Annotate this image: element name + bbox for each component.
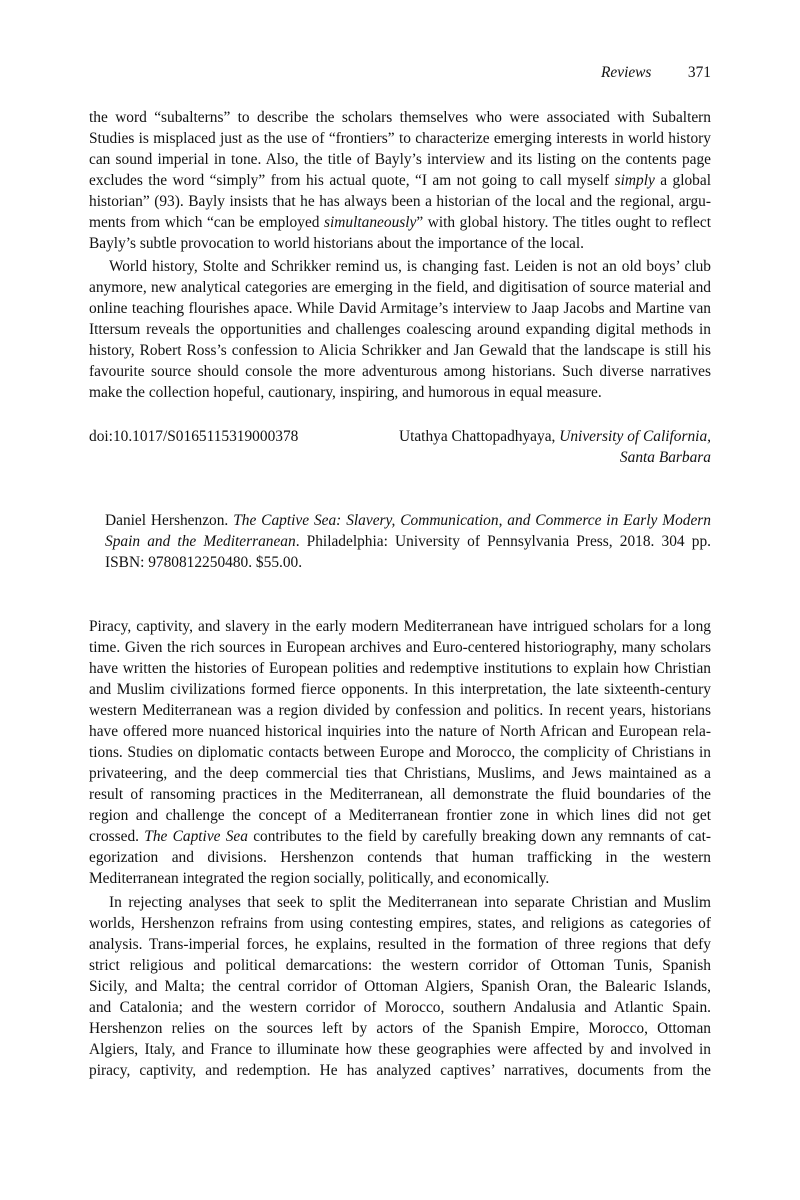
- text-line: [105, 531, 711, 552]
- text-run: crossed.: [89, 828, 145, 845]
- text-line: [89, 128, 711, 149]
- text-line: [89, 361, 711, 382]
- text-run: historian” (93). Bayly insists that he has always been a historian of the local and the regional, argu-: [89, 193, 711, 210]
- text-run: ISBN: 9780812250480. $55.00.: [105, 554, 303, 571]
- text-line: [89, 742, 711, 763]
- text-line: [89, 191, 711, 212]
- text-line: [89, 616, 711, 637]
- text-run: Sicily, and Malta; the central corridor of Ottoman Algiers, Spanish Oran, the Balearic Islands,: [89, 978, 711, 995]
- reviewer-affiliation: University of California,: [559, 428, 711, 445]
- text-run: have written the histories of European polities and redemptive institutions to explain how Christian: [89, 660, 711, 677]
- text-run: ” with global history. The titles ought to reflect: [416, 214, 711, 231]
- text-line: [105, 510, 711, 531]
- section-title: Reviews: [601, 64, 652, 81]
- text-line: [89, 976, 711, 997]
- reviewer-affiliation-line2: Santa Barbara: [619, 449, 711, 466]
- text-run: online teaching flourishes apace. While David Armitage’s interview to Jaap Jacobs and Martine van: [89, 300, 711, 317]
- text-line: [89, 847, 711, 868]
- running-header: [560, 62, 711, 83]
- text-run: Piracy, captivity, and slavery in the early modern Mediterranean have intrigued scholars for a long: [89, 618, 711, 635]
- text-line: [89, 212, 711, 233]
- text-run: and Catalonia; and the western corridor of Morocco, southern Andalusia and Atlantic Spain.: [89, 999, 711, 1016]
- text-run: Hershenzon relies on the sources left by actors of the Spanish Empire, Morocco, Ottoman: [89, 1020, 711, 1037]
- text-line: [89, 868, 711, 889]
- text-line: [89, 319, 711, 340]
- italic-text: The Captive Sea: [144, 828, 248, 845]
- text-line: [89, 107, 711, 128]
- text-run: western Mediterranean was a region divided by confession and politics. In recent years, historians: [89, 702, 711, 719]
- text-line: [89, 700, 711, 721]
- text-run: Ittersum reveals the opportunities and challenges coalescing around expanding digital methods in: [89, 321, 711, 338]
- text-run: result of ransoming practices in the Mediterranean, all demonstrate the fluid boundaries of the: [89, 786, 711, 803]
- text-run: Algiers, Italy, and France to illuminate how these geographies were affected by and involved in: [89, 1041, 711, 1058]
- text-run: ments from which “can be employed: [89, 214, 325, 231]
- text-line: [105, 552, 711, 573]
- text-line: [89, 233, 711, 254]
- text-run: worlds, Hershenzon refrains from using contesting empires, states, and religions as categories of: [89, 915, 711, 932]
- paragraph: [89, 892, 711, 1081]
- text-line: [89, 997, 711, 1018]
- text-line: [89, 679, 711, 700]
- book-citation: [105, 510, 711, 573]
- text-line: [89, 658, 711, 679]
- text-run: Mediterranean integrated the region socially, politically, and economically.: [89, 870, 550, 887]
- text-run: region and challenge the concept of a Mediterranean frontier zone in which lines did not get: [89, 807, 711, 824]
- text-line: [89, 805, 711, 826]
- text-run: the word “subalterns” to describe the scholars themselves who were associated with Subaltern: [89, 109, 711, 126]
- text-line: [89, 382, 711, 403]
- italic-text: simultaneously: [324, 214, 417, 231]
- italic-text: simply: [614, 172, 655, 189]
- text-run: can sound imperial in tone. Also, the title of Bayly’s interview and its listing on the contents page: [89, 151, 711, 168]
- paragraph: [89, 256, 711, 403]
- text-run: favourite source should console the more adventurous among historians. Such diverse narratives: [89, 363, 711, 380]
- review-signature: [89, 426, 711, 468]
- reviewer-name: Utathya Chattopadhyaya,: [398, 428, 560, 445]
- text-line: [89, 256, 711, 277]
- text-line: [89, 637, 711, 658]
- text-line: [89, 1039, 711, 1060]
- text-run: and Muslim civilizations formed fierce opponents. In this interpretation, the late sixteenth-century: [89, 681, 711, 698]
- text-run: history, Robert Ross’s confession to Alicia Schrikker and Jan Gewald that the landscape is still his: [89, 342, 711, 359]
- paragraph: [89, 107, 711, 254]
- text-run: World history, Stolte and Schrikker remind us, is changing fast. Leiden is not an old boys’ club: [109, 258, 711, 275]
- text-run: . Philadelphia: University of Pennsylvania Press, 2018. 304 pp.: [295, 533, 711, 550]
- text-line: [89, 1060, 711, 1081]
- text-run: time. Given the rich sources in European archives and Euro-centered historiography, many scholars: [89, 639, 711, 656]
- text-line: [89, 892, 711, 913]
- text-run: have offered more nuanced historical inquiries into the nature of North African and European rela-: [89, 723, 711, 740]
- text-run: tions. Studies on diplomatic contacts between Europe and Morocco, the complicity of Christians in: [89, 744, 711, 761]
- text-run: privateering, and the deep commercial ties that Christians, Muslims, and Jews maintained as a: [89, 765, 711, 782]
- text-line: [89, 149, 711, 170]
- italic-text: The Captive Sea: Slavery, Communication, and Commerce in Early Modern: [233, 512, 711, 529]
- text-line: [89, 784, 711, 805]
- text-line: [89, 340, 711, 361]
- text-run: a global: [654, 172, 711, 189]
- italic-text: Spain and the Mediterranean: [105, 533, 296, 550]
- text-run: anymore, new analytical categories are emerging in the field, and digitisation of source material and: [89, 279, 711, 296]
- text-run: Daniel Hershenzon.: [105, 512, 234, 529]
- page-number: 371: [687, 64, 711, 81]
- text-run: egorization and divisions. Hershenzon contends that human trafficking in the western: [89, 849, 711, 866]
- doi-text: doi:10.1017/S0165115319000378: [89, 428, 299, 445]
- text-line: [89, 298, 711, 319]
- text-line: [89, 763, 711, 784]
- text-line: [89, 1018, 711, 1039]
- review-body: [89, 616, 711, 1081]
- text-run: piracy, captivity, and redemption. He has analyzed captives’ narratives, documents from the: [89, 1062, 711, 1079]
- text-line: [89, 955, 711, 976]
- paragraph: [89, 616, 711, 889]
- text-line: [89, 913, 711, 934]
- previous-review-body: [89, 107, 711, 403]
- text-run: strict religious and political demarcations: the western corridor of Ottoman Tunis, Spanish: [89, 957, 711, 974]
- text-line: [89, 721, 711, 742]
- text-run: excludes the word “simply” from his actual quote, “I am not going to call myself: [89, 172, 615, 189]
- text-run: analysis. Trans-imperial forces, he explains, resulted in the formation of three regions that defy: [89, 936, 711, 953]
- text-run: contributes to the field by carefully breaking down any remnants of cat-: [247, 828, 711, 845]
- text-line: [89, 826, 711, 847]
- text-run: In rejecting analyses that seek to split the Mediterranean into separate Christian and Muslim: [109, 894, 711, 911]
- text-run: Bayly’s subtle provocation to world historians about the importance of the local.: [89, 235, 584, 252]
- text-line: [89, 170, 711, 191]
- text-run: Studies is misplaced just as the use of “frontiers” to characterize emerging interests in world history: [89, 130, 711, 147]
- text-line: [89, 934, 711, 955]
- text-line: [89, 277, 711, 298]
- text-run: make the collection hopeful, cautionary, inspiring, and humorous in equal measure.: [89, 384, 602, 401]
